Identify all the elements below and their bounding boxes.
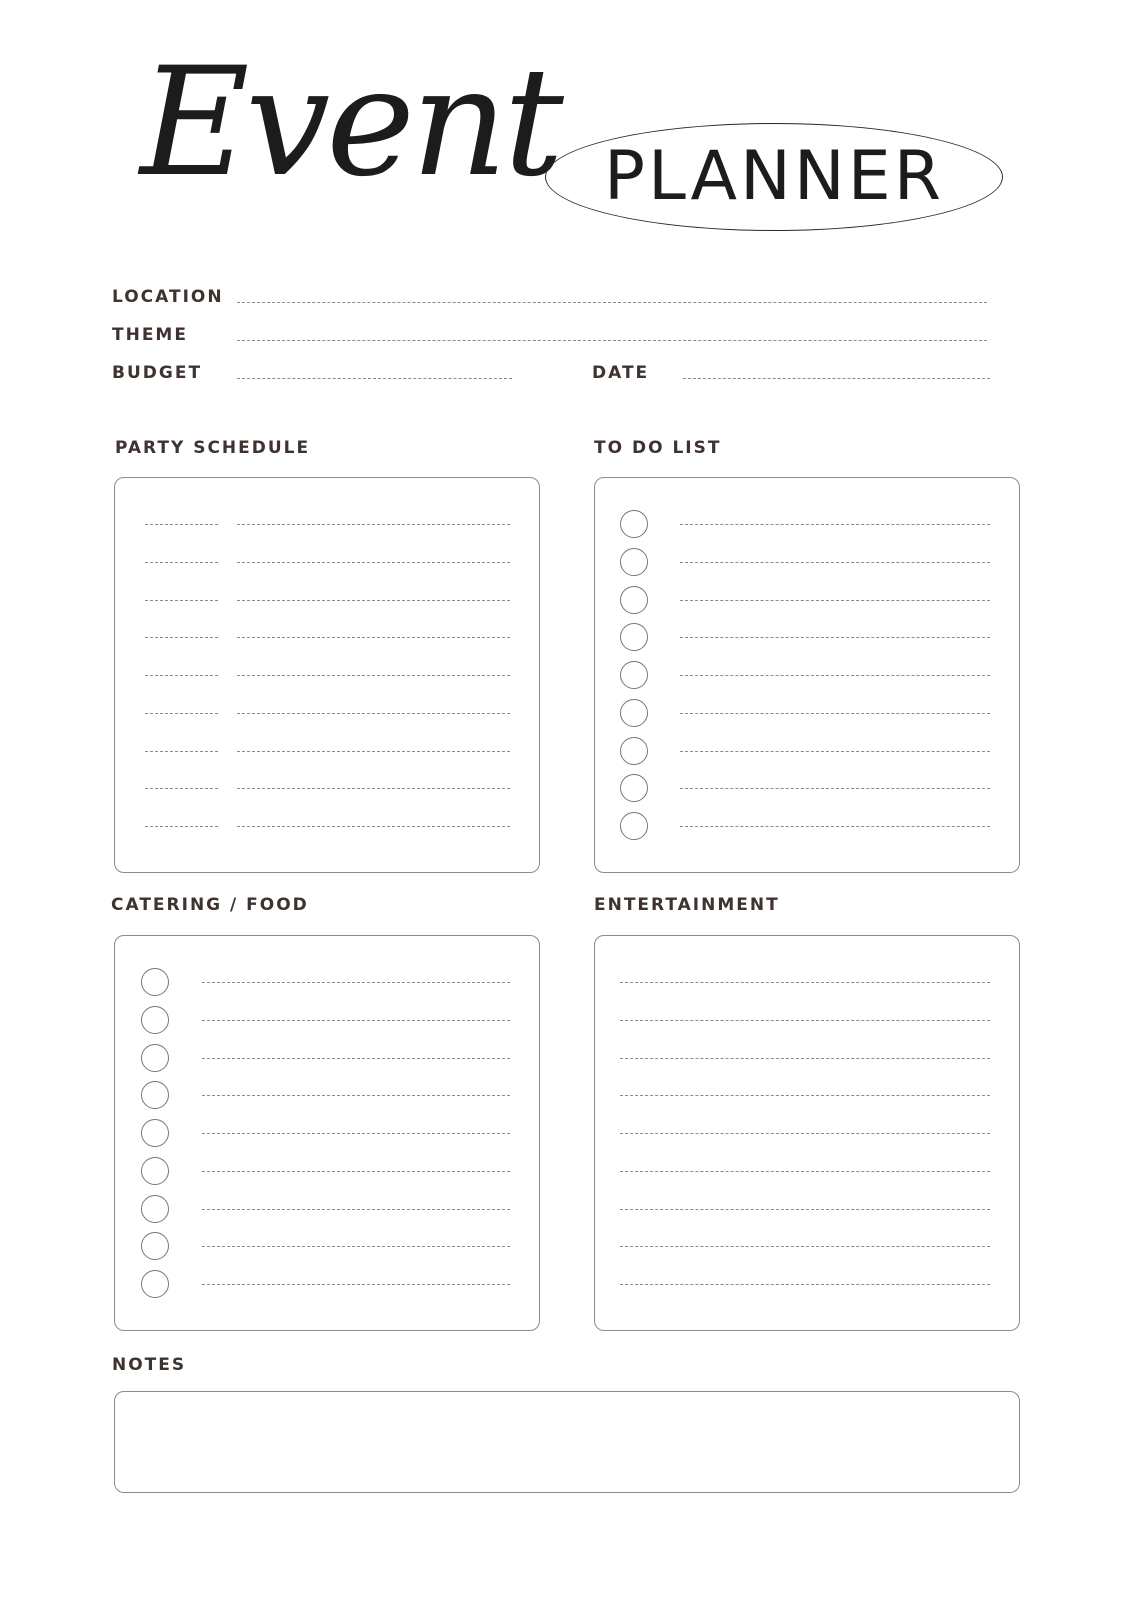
entertainment-line[interactable] [620,982,990,983]
schedule-time-line[interactable] [145,788,218,789]
catering-checkbox[interactable] [141,1270,169,1298]
catering-checkbox[interactable] [141,968,169,996]
todo-line[interactable] [680,826,990,827]
title-planner: PLANNER [604,137,944,216]
todo-line[interactable] [680,524,990,525]
schedule-activity-line[interactable] [237,751,510,752]
todo-checkbox[interactable] [620,586,648,614]
entertainment-heading: ENTERTAINMENT [594,895,780,915]
catering-checkbox[interactable] [141,1006,169,1034]
todo-checkbox[interactable] [620,548,648,576]
schedule-time-line[interactable] [145,600,218,601]
entertainment-line[interactable] [620,1133,990,1134]
todo-line[interactable] [680,637,990,638]
catering-line[interactable] [202,1095,510,1096]
todo-line[interactable] [680,562,990,563]
schedule-time-line[interactable] [145,675,218,676]
todo-line[interactable] [680,788,990,789]
schedule-activity-line[interactable] [237,826,510,827]
schedule-activity-line[interactable] [237,713,510,714]
todo-line[interactable] [680,751,990,752]
date-label: DATE [592,363,650,383]
schedule-time-line[interactable] [145,713,218,714]
schedule-activity-line[interactable] [237,637,510,638]
theme-line[interactable] [237,340,987,341]
todo-checkbox[interactable] [620,812,648,840]
schedule-activity-line[interactable] [237,675,510,676]
title-script: Event [140,36,560,210]
entertainment-line[interactable] [620,1246,990,1247]
date-line[interactable] [683,378,990,379]
catering-line[interactable] [202,1020,510,1021]
todo-line[interactable] [680,675,990,676]
schedule-activity-line[interactable] [237,524,510,525]
entertainment-line[interactable] [620,1209,990,1210]
catering-line[interactable] [202,982,510,983]
entertainment-line[interactable] [620,1058,990,1059]
catering-line[interactable] [202,1284,510,1285]
budget-line[interactable] [237,378,512,379]
location-line[interactable] [237,302,987,303]
todo-checkbox[interactable] [620,737,648,765]
entertainment-line[interactable] [620,1020,990,1021]
budget-label: BUDGET [112,363,203,383]
to-do-list-heading: TO DO LIST [594,438,722,458]
catering-checkbox[interactable] [141,1195,169,1223]
schedule-activity-line[interactable] [237,600,510,601]
todo-line[interactable] [680,600,990,601]
schedule-activity-line[interactable] [237,788,510,789]
schedule-time-line[interactable] [145,562,218,563]
catering-line[interactable] [202,1246,510,1247]
catering-line[interactable] [202,1209,510,1210]
catering-checkbox[interactable] [141,1044,169,1072]
entertainment-line[interactable] [620,1095,990,1096]
party-schedule-heading: PARTY SCHEDULE [115,438,311,458]
catering-checkbox[interactable] [141,1119,169,1147]
schedule-time-line[interactable] [145,751,218,752]
notes-heading: NOTES [112,1355,187,1375]
catering-line[interactable] [202,1171,510,1172]
title-oval [545,123,1003,231]
catering-line[interactable] [202,1133,510,1134]
location-label: LOCATION [112,287,224,307]
catering-heading: CATERING / FOOD [111,895,309,915]
todo-checkbox[interactable] [620,510,648,538]
todo-checkbox[interactable] [620,699,648,727]
catering-line[interactable] [202,1058,510,1059]
schedule-time-line[interactable] [145,524,218,525]
theme-label: THEME [112,325,188,345]
entertainment-line[interactable] [620,1284,990,1285]
todo-line[interactable] [680,713,990,714]
schedule-time-line[interactable] [145,826,218,827]
schedule-time-line[interactable] [145,637,218,638]
notes-box[interactable] [114,1391,1020,1493]
entertainment-line[interactable] [620,1171,990,1172]
schedule-activity-line[interactable] [237,562,510,563]
catering-checkbox[interactable] [141,1157,169,1185]
todo-checkbox[interactable] [620,661,648,689]
